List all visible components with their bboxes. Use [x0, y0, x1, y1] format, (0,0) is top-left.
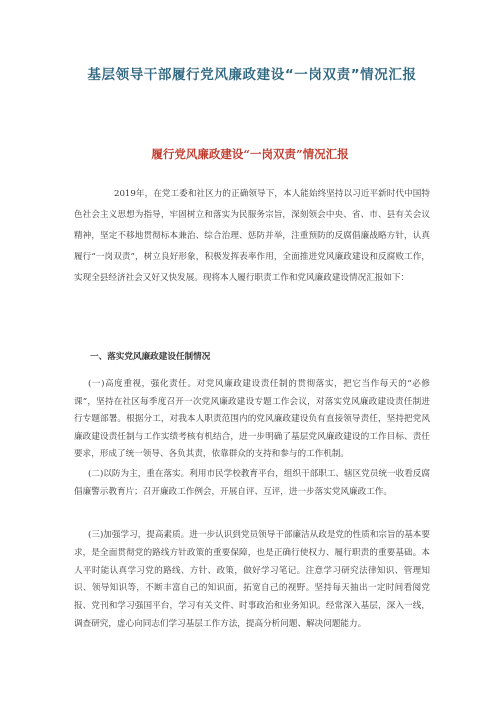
paragraph-2: (二)以防为主，重在落实。利用市民学校教育平台，组织干部职工、辖区党员统一收看反腐倡廉警示教育片；召开廉政工作例会，开展自评、互评，进一步落实党风廉政工作。	[74, 469, 430, 497]
intro-paragraph	[74, 184, 430, 289]
section-heading: 一、落实党风廉政建设任制情况	[90, 352, 211, 362]
paragraph-1: (一)高度重视，强化责任。对党风廉政建设责任制的贯彻落实，把它当作每天的“必修课”，坚持在社区每季度召开一次党风廉政建设专题工作会议，对落实党风廉政建设责任制进行专题部署。根据分工，对我本人职责范围内的党风廉政建设负有直接领导责任，坚持把党风廉政建设责任制与工作实绩考核有机结合，进一步明确了基层党风廉政建设的工作目标、责任要求，形成了统一领导、各负其责，依靠群众的支持和参与的工作机制。	[74, 379, 430, 459]
report-subtitle: 履行党风廉政建设“一岗双责”情况汇报	[151, 147, 349, 161]
document-title: 基层领导干部履行党风廉政建设“一岗双责”情况汇报	[87, 67, 417, 83]
intro-text: 2019年，在党工委和社区力的正确领导下，本人能始终坚持以习近平新时代中国特色社会主义思想为指导，牢固树立和落实为民服务宗旨，深刻领会中央、省、市、县有关会议精神，坚定不移地贯彻标本兼治、综合治理、惩防并举，注重预防的反腐倡廉战略方针，认真履行“一岗双责”，树立良好形象，积极发挥表率作用，全面推进党风廉政建设和反腐败工作，实现全县经济社会又好又快发展。现将本人履行职责工作和党风廉政建设情况汇报如下：	[74, 189, 430, 283]
paragraph-3: (三)加强学习，提高素质。进一步认识到党员领导干部廉洁从政是党的性质和宗旨的基本要求，是全面贯彻党的路线方针政策的重要保障，也是正确行使权力、履行职责的重要基础。本人平时能认真学习党的路线、方针、政策，做好学习笔记。注意学习研究法律知识、管理知识、领导知识等，不断丰富自己的知识面，拓宽自己的视野。坚持每天抽出一定时间看阅党报、党刊和学习强国平台，学习有关文件、时事政治和业务知识。经常深入基层，深入一线，调查研究，虚心向同志们学习基层工作方法，提高分析问题、解决问题能力。	[74, 530, 430, 629]
